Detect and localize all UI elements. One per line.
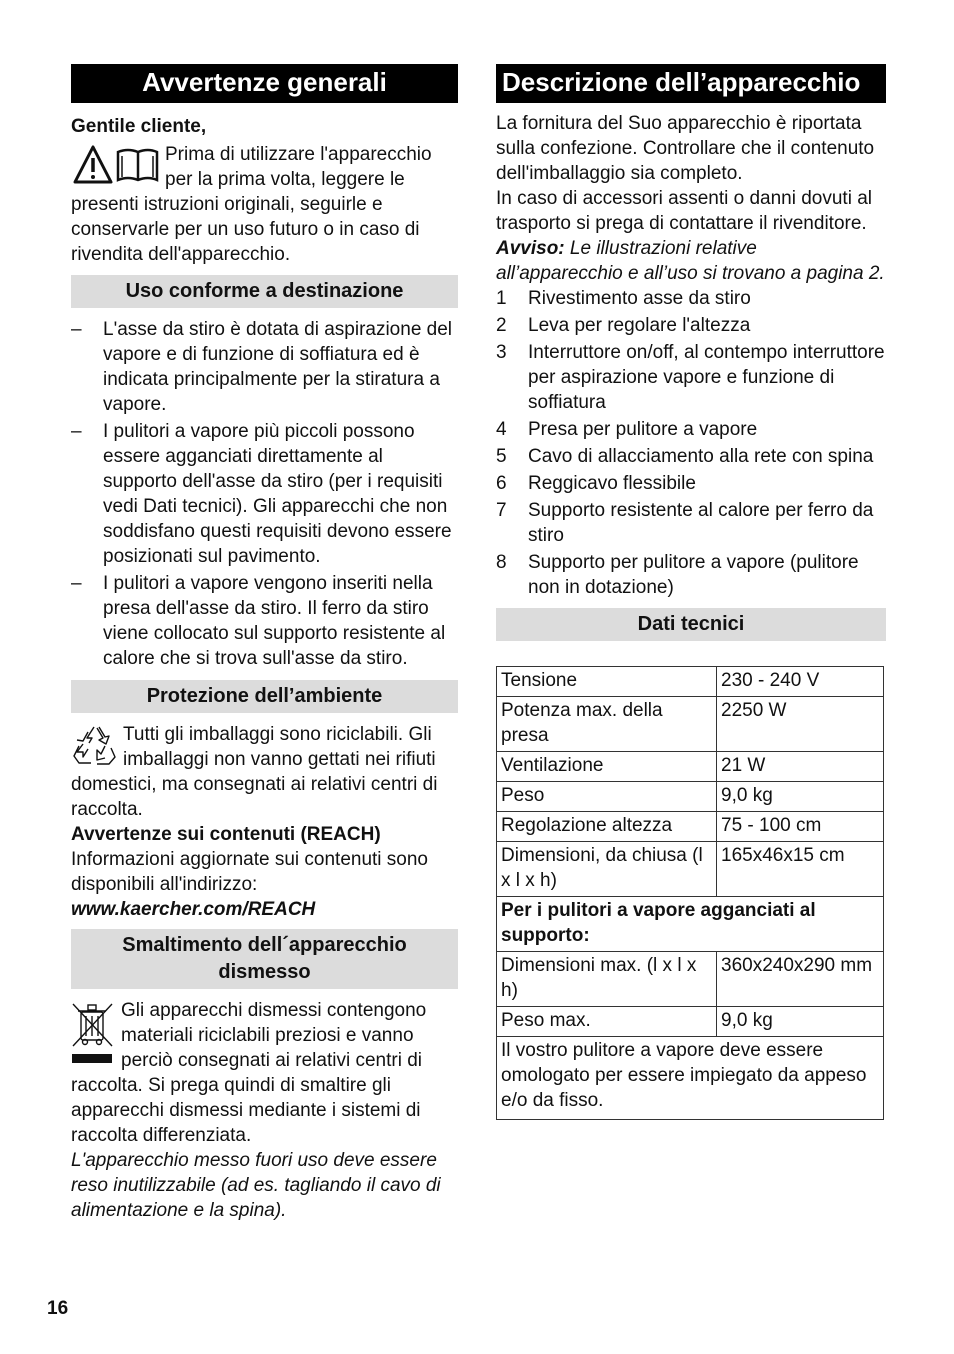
recycle-icon (71, 724, 117, 771)
greeting: Gentile cliente, (71, 116, 207, 137)
list-item: – I pulitori a vapore più piccoli possono essere agganciati direttamente al supporto dell'asse da stiro (per i requisiti vedi Dati tecnici). Gli apparecchi che non soddisfano questi requisiti devono essere posizionati sul pavimento. (71, 421, 452, 567)
list-item: 4 Presa per pulitore a vapore (496, 419, 758, 440)
table-row: Ventilazione 21 W (497, 752, 884, 782)
list-item: 3 Interruttore on/off, al contempo interruttore per aspirazione vapore e funzione di soffiatura (496, 342, 885, 413)
table-footnote-row: Il vostro pulitore a vapore deve essere omologato per essere impiegato da appeso e/o da fisso. (497, 1037, 884, 1120)
delivery-text: La fornitura del Suo apparecchio è riportata sulla confezione. Controllare che il contenuto dell'imballaggio sia completo. (496, 113, 875, 184)
table-row: Peso max. 9,0 kg (497, 1007, 884, 1037)
right-column (496, 64, 886, 1120)
list-item: 6 Reggicavo flessibile (496, 473, 696, 494)
list-item: 1 Rivestimento asse da stiro (496, 288, 751, 309)
recycle-text: Tutti gli imballaggi sono riciclabili. Gli imballaggi non vanno gettati nei rifiuti domestici, ma consegnati ai relativi centri di raccolta. (71, 724, 438, 820)
reach-text: Informazioni aggiornate sui contenuti sono disponibili all'indirizzo: (71, 849, 429, 895)
dash-mark: – (71, 319, 82, 340)
disposal-text: Gli apparecchi dismessi contengono materiali riciclabili preziosi e vanno perciò consegnati ai relativi centri di raccolta. Si prega quindi di smaltire gli apparecchi dismessi mediante i sistemi di raccolta differenziata. (71, 1000, 427, 1146)
table-row: Potenza max. della presa 2250 W (497, 697, 884, 752)
heading-avvertenze-generali: Avvertenze generali (71, 64, 458, 103)
table-row: Regolazione altezza 75 - 100 cm (497, 812, 884, 842)
intro-text-wrapped: Prima di utilizzare l'apparecchio per la prima volta, leggere le (165, 144, 432, 190)
notice (496, 236, 886, 286)
dash-mark: – (71, 421, 82, 442)
table-subheading-row: Per i pulitori a vapore agganciati al supporto: (497, 897, 884, 952)
reach-heading: Avvertenze sui contenuti (REACH) (71, 824, 381, 845)
intro-block (71, 142, 458, 267)
table-row: Tensione 230 - 240 V (497, 667, 884, 697)
reach-url-link[interactable]: www.kaercher.com/REACH (71, 899, 316, 920)
heading-smaltimento: Smaltimento dell´apparecchio dismesso (71, 929, 458, 989)
intro-text: presenti istruzioni originali, seguirle e conservarle per un uso futuro o in caso di rivendita dell'apparecchio. (71, 194, 420, 265)
parts-list (496, 286, 886, 600)
table-row: Peso 9,0 kg (497, 782, 884, 812)
list-item: 8 Supporto per pulitore a vapore (pulitore non in dotazione) (496, 552, 859, 598)
dash-mark: – (71, 573, 82, 594)
recycle-block (71, 722, 458, 822)
disposal-block (71, 998, 458, 1148)
notice-text: Le illustrazioni relative all’apparecchio e all’uso si trovano a pagina 2. (496, 238, 885, 284)
heading-uso-conforme: Uso conforme a destinazione (71, 275, 458, 308)
list-item: 7 Supporto resistente al calore per ferro da stiro (496, 500, 874, 546)
list-item: 2 Leva per regolare l'altezza (496, 315, 751, 336)
crossed-bin-icon (71, 1000, 115, 1071)
heading-protezione-ambiente: Protezione dell’ambiente (71, 680, 458, 713)
left-column (71, 64, 458, 1223)
page-number: 16 (47, 1298, 69, 1319)
disposal-note: L'apparecchio messo fuori uso deve essere reso inutilizzabile (ad es. tagliando il cavo di alimentazione e la spina). (71, 1150, 441, 1221)
damage-text: In caso di accessori assenti o danni dovuti al trasporto si prega di contattare il rivenditore. (496, 188, 872, 234)
list-item: – L'asse da stiro è dotata di aspirazione del vapore e di funzione di soffiatura ed è indicata principalmente per la stiratura a vapore. (71, 319, 453, 415)
heading-descrizione-apparecchio: Descrizione dell’apparecchio (496, 64, 886, 103)
notice-label: Avviso: (496, 238, 565, 259)
table-row: Dimensioni max. (l x l x h) 360x240x290 mm (497, 952, 884, 1007)
list-item: 5 Cavo di allacciamento alla rete con spina (496, 446, 874, 467)
specs-table (496, 666, 884, 1120)
heading-dati-tecnici: Dati tecnici (496, 608, 886, 641)
table-row: Dimensioni, da chiusa (l x l x h) 165x46x15 cm (497, 842, 884, 897)
uso-conforme-list (71, 317, 458, 671)
list-item: – I pulitori a vapore vengono inseriti nella presa dell'asse da stiro. Il ferro da stiro viene collocato sul supporto resistente al calore che si trova sull'asse da stiro. (71, 573, 446, 669)
warning-manual-icon (71, 144, 159, 191)
